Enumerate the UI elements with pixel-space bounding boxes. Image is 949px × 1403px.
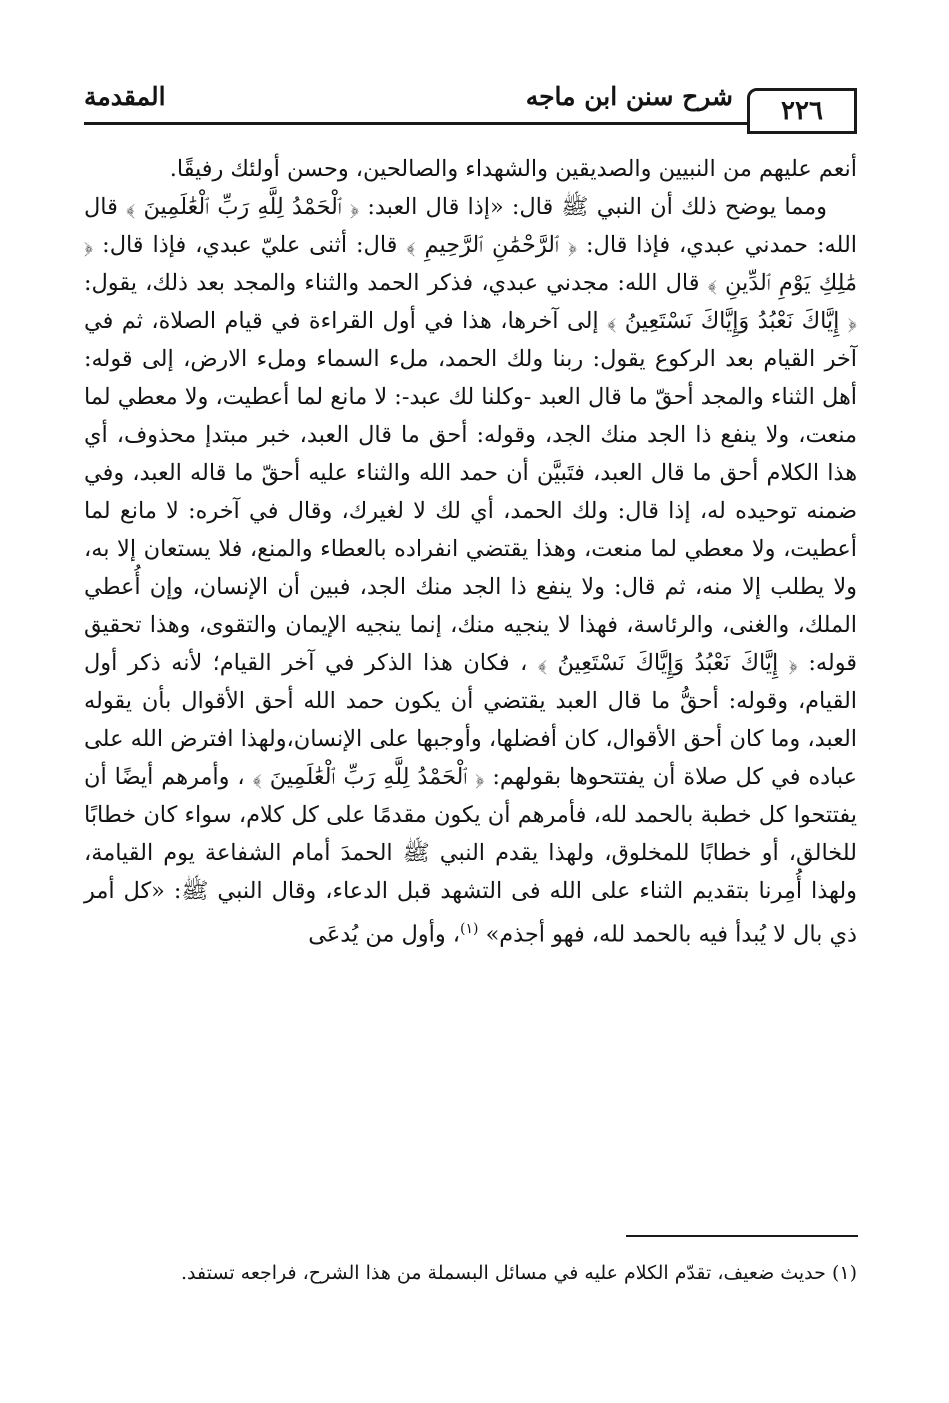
footnote-marker: (١) — [459, 921, 479, 937]
header-rule — [84, 122, 857, 125]
page-header — [84, 72, 857, 128]
main-text — [84, 150, 857, 953]
footnote-separator — [626, 1235, 858, 1237]
page-number-box — [747, 88, 857, 134]
book-title: شرح سنن ابن ماجه — [525, 82, 733, 111]
paragraph-ending: ، وأول من يُدعَى — [308, 921, 460, 948]
paragraph-text: ومما يوضح ذلك أن النبي ﷺ قال: «إذا قال العبد: ﴿ ٱلْحَمْدُ لِلَّهِ رَبِّ ٱلْعَٰلَمِينَ ﴾ قال الله: حمدني عبدي، فإذا قال: ﴿ ٱلرَّحْمَٰنِ ٱلرَّحِيمِ ﴾ قال: أثنى عليّ عبدي، فإذا قال: ﴿ مَٰلِكِ يَوْمِ ٱلدِّينِ ﴾ قال الله: مجدني عبدي، فذكر الحمد والثناء والمجد بعد ذلك، يقول: ﴿ إِيَّاكَ نَعْبُدُ وَإِيَّاكَ نَسْتَعِينُ ﴾ إلى آخرها، هذا في أول القراءة في قيام الصلاة، ثم في آخر القيام بعد الركوع يقول: ربنا ولك الحمد، ملء السماء وملء الارض، إلى قوله: أهل الثناء والمجد أحقّ ما قال العبد -وكلنا لك عبد-: لا مانع لما أعطيت، ولا معطي لما منعت، ولا ينفع ذا الجد منك الجد، وقوله: أحق ما قال العبد، خبر مبتدإ محذوف، أي هذا الكلام أحق ما قال العبد، فتَبيَّن أن حمد الله والثناء عليه أحقّ ما قاله العبد، وفي ضمنه توحيده له، إذا قال: ولك الحمد، أي لك لا لغيرك، وقال في آخره: لا مانع لما أعطيت، ولا معطي لما منعت، وهذا يقتضي انفراده بالعطاء والمنع، فلا يستعان إلا به، ولا يطلب إلا منه، ثم قال: ولا ينفع ذا الجد منك الجد، فبين أن الإنسان، وإن أُعطي الملك، والغنى، والرئاسة، فهذا لا ينجيه منك، إنما ينجيه الإيمان والتقوى، وهذا تحقيق قوله: ﴿ إِيَّاكَ نَعْبُدُ وَإِيَّاكَ نَسْتَعِينُ ﴾ ، فكان هذا الذكر في آخر القيام؛ لأنه ذكر أول القيام، وقوله: أحقُّ ما قال العبد يقتضي أن يكون حمد الله أحق الأقوال بأن يقوله العبد، وما كان أحق الأقوال، كان أفضلها، وأوجبها على الإنسان،ولهذا افترض الله على عباده في كل صلاة أن يفتتحوها بقولهم: ﴿ ٱلْحَمْدُ لِلَّهِ رَبِّ ٱلْعَٰلَمِينَ ﴾ ، وأمرهم أيضًا أن يفتتحوا كل خطبة بالحمد لله، فأمرهم أن يكون مقدمًا على كل كلام، سواء كان خطابًا للخالق، أو خطابًا للمخلوق، ولهذا يقدم النبي ﷺ الحمدَ أمام الشفاعة يوم القيامة، ولهذا أُمِرنا بتقديم الثناء على الله فى التشهد قبل الدعاء، وقال النبي ﷺ: «كل أمر ذي بال لا يُبدأ فيه بالحمد لله، فهو أجذم» — [84, 194, 857, 948]
paragraph: أنعم عليهم من النبيين والصديقين والشهداء والصالحين، وحسن أولئك رفيقًا. — [169, 156, 857, 182]
page-number: ٢٢٦ — [781, 96, 823, 126]
paragraph — [84, 188, 857, 953]
footnote: (١) حديث ضعيف، تقدّم الكلام عليه في مسائل البسملة من هذا الشرح، فراجعه تستفد. — [181, 1262, 857, 1284]
section-title: المقدمة — [84, 82, 166, 111]
